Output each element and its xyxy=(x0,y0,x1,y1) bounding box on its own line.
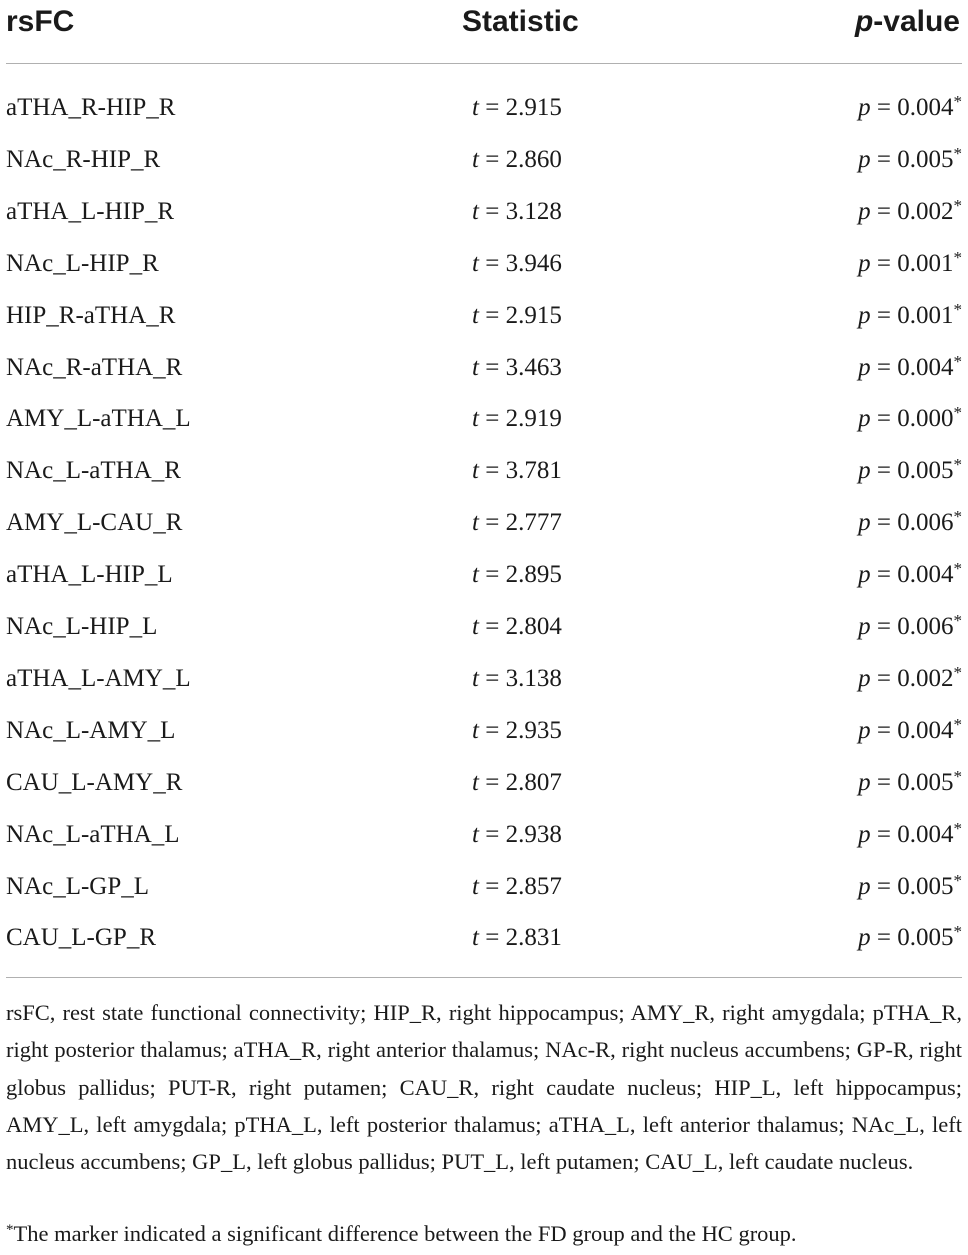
p-value: p = 0.004* xyxy=(858,92,962,121)
connection-name: NAc_L-HIP_R xyxy=(6,249,159,277)
connection-name: CAU_L-GP_R xyxy=(6,924,157,952)
table-row xyxy=(0,134,968,186)
significance-marker: * xyxy=(953,922,962,942)
t-value: 3.781 xyxy=(505,457,562,485)
t-statistic: t = 2.860 xyxy=(472,145,562,173)
t-symbol: t xyxy=(472,924,479,952)
connection-name: NAc_L-GP_L xyxy=(6,872,150,900)
header-divider xyxy=(6,63,962,64)
table-row xyxy=(0,186,968,238)
connection-name: aTHA_L-AMY_L xyxy=(6,664,191,692)
significance-marker: * xyxy=(953,611,962,630)
p-symbol: p xyxy=(858,457,871,485)
t-statistic: t = 2.804 xyxy=(472,613,562,640)
table-row xyxy=(0,705,968,757)
significance-marker: * xyxy=(953,818,962,838)
p-number: 0.005 xyxy=(897,924,954,952)
p-value: p = 0.006* xyxy=(858,507,962,537)
p-number: 0.002 xyxy=(897,664,954,692)
p-number: 0.006 xyxy=(897,613,954,640)
t-value: 2.777 xyxy=(505,509,562,537)
p-value: p = 0.006* xyxy=(858,611,962,640)
p-number: 0.004 xyxy=(897,561,954,589)
p-value: p = 0.005* xyxy=(858,143,962,173)
table-bottom-divider xyxy=(6,977,962,978)
t-symbol: t xyxy=(472,145,479,173)
p-value-suffix: -value xyxy=(873,5,960,38)
table-row xyxy=(0,861,968,913)
p-number: 0.005 xyxy=(897,145,954,173)
p-symbol: p xyxy=(858,301,871,329)
significance-marker: * xyxy=(953,714,962,734)
t-statistic: t = 2.935 xyxy=(472,716,562,744)
t-value: 3.463 xyxy=(505,353,562,381)
table-row xyxy=(0,653,968,705)
table-row xyxy=(0,445,968,497)
t-value: 2.895 xyxy=(505,561,562,589)
t-value: 3.946 xyxy=(505,249,562,277)
p-value: p = 0.004* xyxy=(858,818,962,848)
t-symbol: t xyxy=(472,197,479,225)
t-symbol: t xyxy=(472,353,479,381)
table-row xyxy=(0,912,968,964)
t-value: 2.807 xyxy=(505,768,562,796)
connection-name: NAc_L-aTHA_L xyxy=(6,820,180,848)
p-number: 0.001 xyxy=(897,301,954,329)
connection-name: NAc_R-aTHA_R xyxy=(6,353,183,381)
t-statistic: t = 3.138 xyxy=(472,664,562,692)
p-number: 0.004 xyxy=(897,716,954,744)
significance-marker: * xyxy=(953,766,962,786)
p-value: p = 0.005* xyxy=(858,922,962,952)
abbreviation-footnote: rsFC, rest state functional connectivity; HIP_R, right hippocampus; AMY_R, right amygdala; pTHA_R, right posterior thalamus; aTHA_R, right anterior thalamus; NAc-R, right nucleus accumbens; GP-R, right globus pallidus; PUT-R, right putamen; CAU_R, right caudate nucleus; HIP_L, left hippocampus; AMY_L, left amygdala; pTHA_L, left posterior thalamus; aTHA_L, left anterior thalamus; NAc_L, left nucleus accumbens; GP_L, left globus pallidus; PUT_L, left putamen; CAU_L, left caudate nucleus. xyxy=(6,1000,962,1175)
t-symbol: t xyxy=(472,405,479,433)
connection-name: NAc_L-aTHA_R xyxy=(6,457,181,485)
p-number: 0.004 xyxy=(897,94,954,121)
t-symbol: t xyxy=(472,249,479,277)
p-number: 0.004 xyxy=(897,820,954,848)
p-number: 0.000 xyxy=(897,405,954,433)
connection-name: HIP_R-aTHA_R xyxy=(6,301,176,329)
p-symbol: p xyxy=(858,664,871,692)
table-row xyxy=(0,238,968,290)
t-value: 2.935 xyxy=(505,716,562,744)
t-statistic: t = 2.938 xyxy=(472,820,562,848)
t-symbol: t xyxy=(472,509,479,537)
significance-marker: * xyxy=(6,1222,14,1238)
connection-name: NAc_L-HIP_L xyxy=(6,613,158,640)
p-number: 0.001 xyxy=(897,249,954,277)
p-number: 0.002 xyxy=(897,197,954,225)
table-row xyxy=(0,290,968,342)
p-symbol: p xyxy=(858,820,871,848)
p-value: p = 0.004* xyxy=(858,351,962,381)
p-value: p = 0.005* xyxy=(858,455,962,485)
p-number: 0.005 xyxy=(897,872,954,900)
significance-footnote xyxy=(6,1217,964,1254)
t-symbol: t xyxy=(472,820,479,848)
t-value: 2.915 xyxy=(505,301,562,329)
significance-text: The marker indicated a significant difference between the FD group and the HC group. xyxy=(13,1221,797,1246)
t-statistic: t = 2.807 xyxy=(472,768,562,796)
significance-marker: * xyxy=(953,143,962,163)
significance-marker: * xyxy=(953,247,962,267)
p-value: p = 0.002* xyxy=(858,662,962,692)
significance-marker: * xyxy=(953,455,962,475)
significance-marker: * xyxy=(953,507,962,527)
t-value: 2.857 xyxy=(505,872,562,900)
p-value: p = 0.002* xyxy=(858,195,962,225)
column-header-rsfc: rsFC xyxy=(6,5,75,38)
p-number: 0.006 xyxy=(897,509,954,537)
table-row xyxy=(0,757,968,809)
p-value: p = 0.001* xyxy=(858,299,962,329)
t-statistic: t = 2.915 xyxy=(472,94,562,121)
t-statistic: t = 3.128 xyxy=(472,197,562,225)
table-row xyxy=(0,601,968,653)
p-value: p = 0.004* xyxy=(858,559,962,589)
t-statistic: t = 2.777 xyxy=(472,509,562,537)
t-statistic: t = 2.895 xyxy=(472,561,562,589)
p-value: p = 0.005* xyxy=(858,870,962,900)
t-statistic: t = 2.915 xyxy=(472,301,562,329)
significance-marker: * xyxy=(953,351,962,371)
connection-name: aTHA_R-HIP_R xyxy=(6,94,176,121)
table-row xyxy=(0,82,968,134)
t-statistic: t = 2.857 xyxy=(472,872,562,900)
connection-name: NAc_R-HIP_R xyxy=(6,145,161,173)
table-header xyxy=(0,0,968,64)
p-symbol: p xyxy=(858,872,871,900)
table-row xyxy=(0,809,968,861)
column-header-p-value xyxy=(855,0,960,44)
t-statistic: t = 3.946 xyxy=(472,249,562,277)
p-number: 0.004 xyxy=(897,353,954,381)
table-row xyxy=(0,549,968,601)
t-symbol: t xyxy=(472,716,479,744)
t-symbol: t xyxy=(472,613,479,640)
t-statistic: t = 3.781 xyxy=(472,457,562,485)
significance-marker: * xyxy=(953,559,962,579)
p-symbol: p xyxy=(858,509,871,537)
p-symbol: p xyxy=(858,145,871,173)
p-symbol: p xyxy=(858,613,871,640)
p-symbol: p xyxy=(858,924,871,952)
connection-name: AMY_L-CAU_R xyxy=(6,509,183,537)
p-symbol: p xyxy=(858,768,871,796)
t-value: 2.919 xyxy=(505,405,562,433)
p-symbol: p xyxy=(858,249,871,277)
significance-marker: * xyxy=(953,299,962,319)
table-row xyxy=(0,497,968,549)
p-number: 0.005 xyxy=(897,768,954,796)
significance-marker: * xyxy=(953,870,962,890)
p-symbol: p xyxy=(858,94,871,121)
p-value: p = 0.001* xyxy=(858,247,962,277)
connection-name: aTHA_L-HIP_R xyxy=(6,197,175,225)
p-symbol: p xyxy=(858,405,871,433)
t-statistic: t = 2.831 xyxy=(472,924,562,952)
connection-name: CAU_L-AMY_R xyxy=(6,768,183,796)
connection-name: aTHA_L-HIP_L xyxy=(6,561,173,589)
p-number: 0.005 xyxy=(897,457,954,485)
table-row xyxy=(0,393,968,445)
significance-marker: * xyxy=(953,92,962,111)
t-symbol: t xyxy=(472,301,479,329)
t-symbol: t xyxy=(472,768,479,796)
t-symbol: t xyxy=(472,561,479,589)
t-symbol: t xyxy=(472,872,479,900)
p-symbol: p xyxy=(858,716,871,744)
t-statistic: t = 3.463 xyxy=(472,353,562,381)
t-value: 3.128 xyxy=(505,197,562,225)
table-row xyxy=(0,342,968,394)
t-value: 2.804 xyxy=(505,613,562,640)
t-symbol: t xyxy=(472,457,479,485)
p-value: p = 0.004* xyxy=(858,714,962,744)
t-value: 2.938 xyxy=(505,820,562,848)
p-value: p = 0.005* xyxy=(858,766,962,796)
p-symbol: p xyxy=(858,353,871,381)
connection-name: NAc_L-AMY_L xyxy=(6,716,176,744)
connection-name: AMY_L-aTHA_L xyxy=(6,405,191,433)
p-value: p = 0.000* xyxy=(858,403,962,433)
t-symbol: t xyxy=(472,664,479,692)
t-value: 2.860 xyxy=(505,145,562,173)
t-value: 2.831 xyxy=(505,924,562,952)
t-statistic: t = 2.919 xyxy=(472,405,562,433)
column-header-statistic: Statistic xyxy=(462,5,579,38)
t-symbol: t xyxy=(472,94,479,121)
p-symbol: p xyxy=(858,561,871,589)
t-value: 3.138 xyxy=(505,664,562,692)
t-value: 2.915 xyxy=(505,94,562,121)
significance-marker: * xyxy=(953,662,962,682)
significance-marker: * xyxy=(953,195,962,215)
p-symbol: p xyxy=(854,5,874,38)
significance-marker: * xyxy=(953,403,962,423)
p-symbol: p xyxy=(858,197,871,225)
